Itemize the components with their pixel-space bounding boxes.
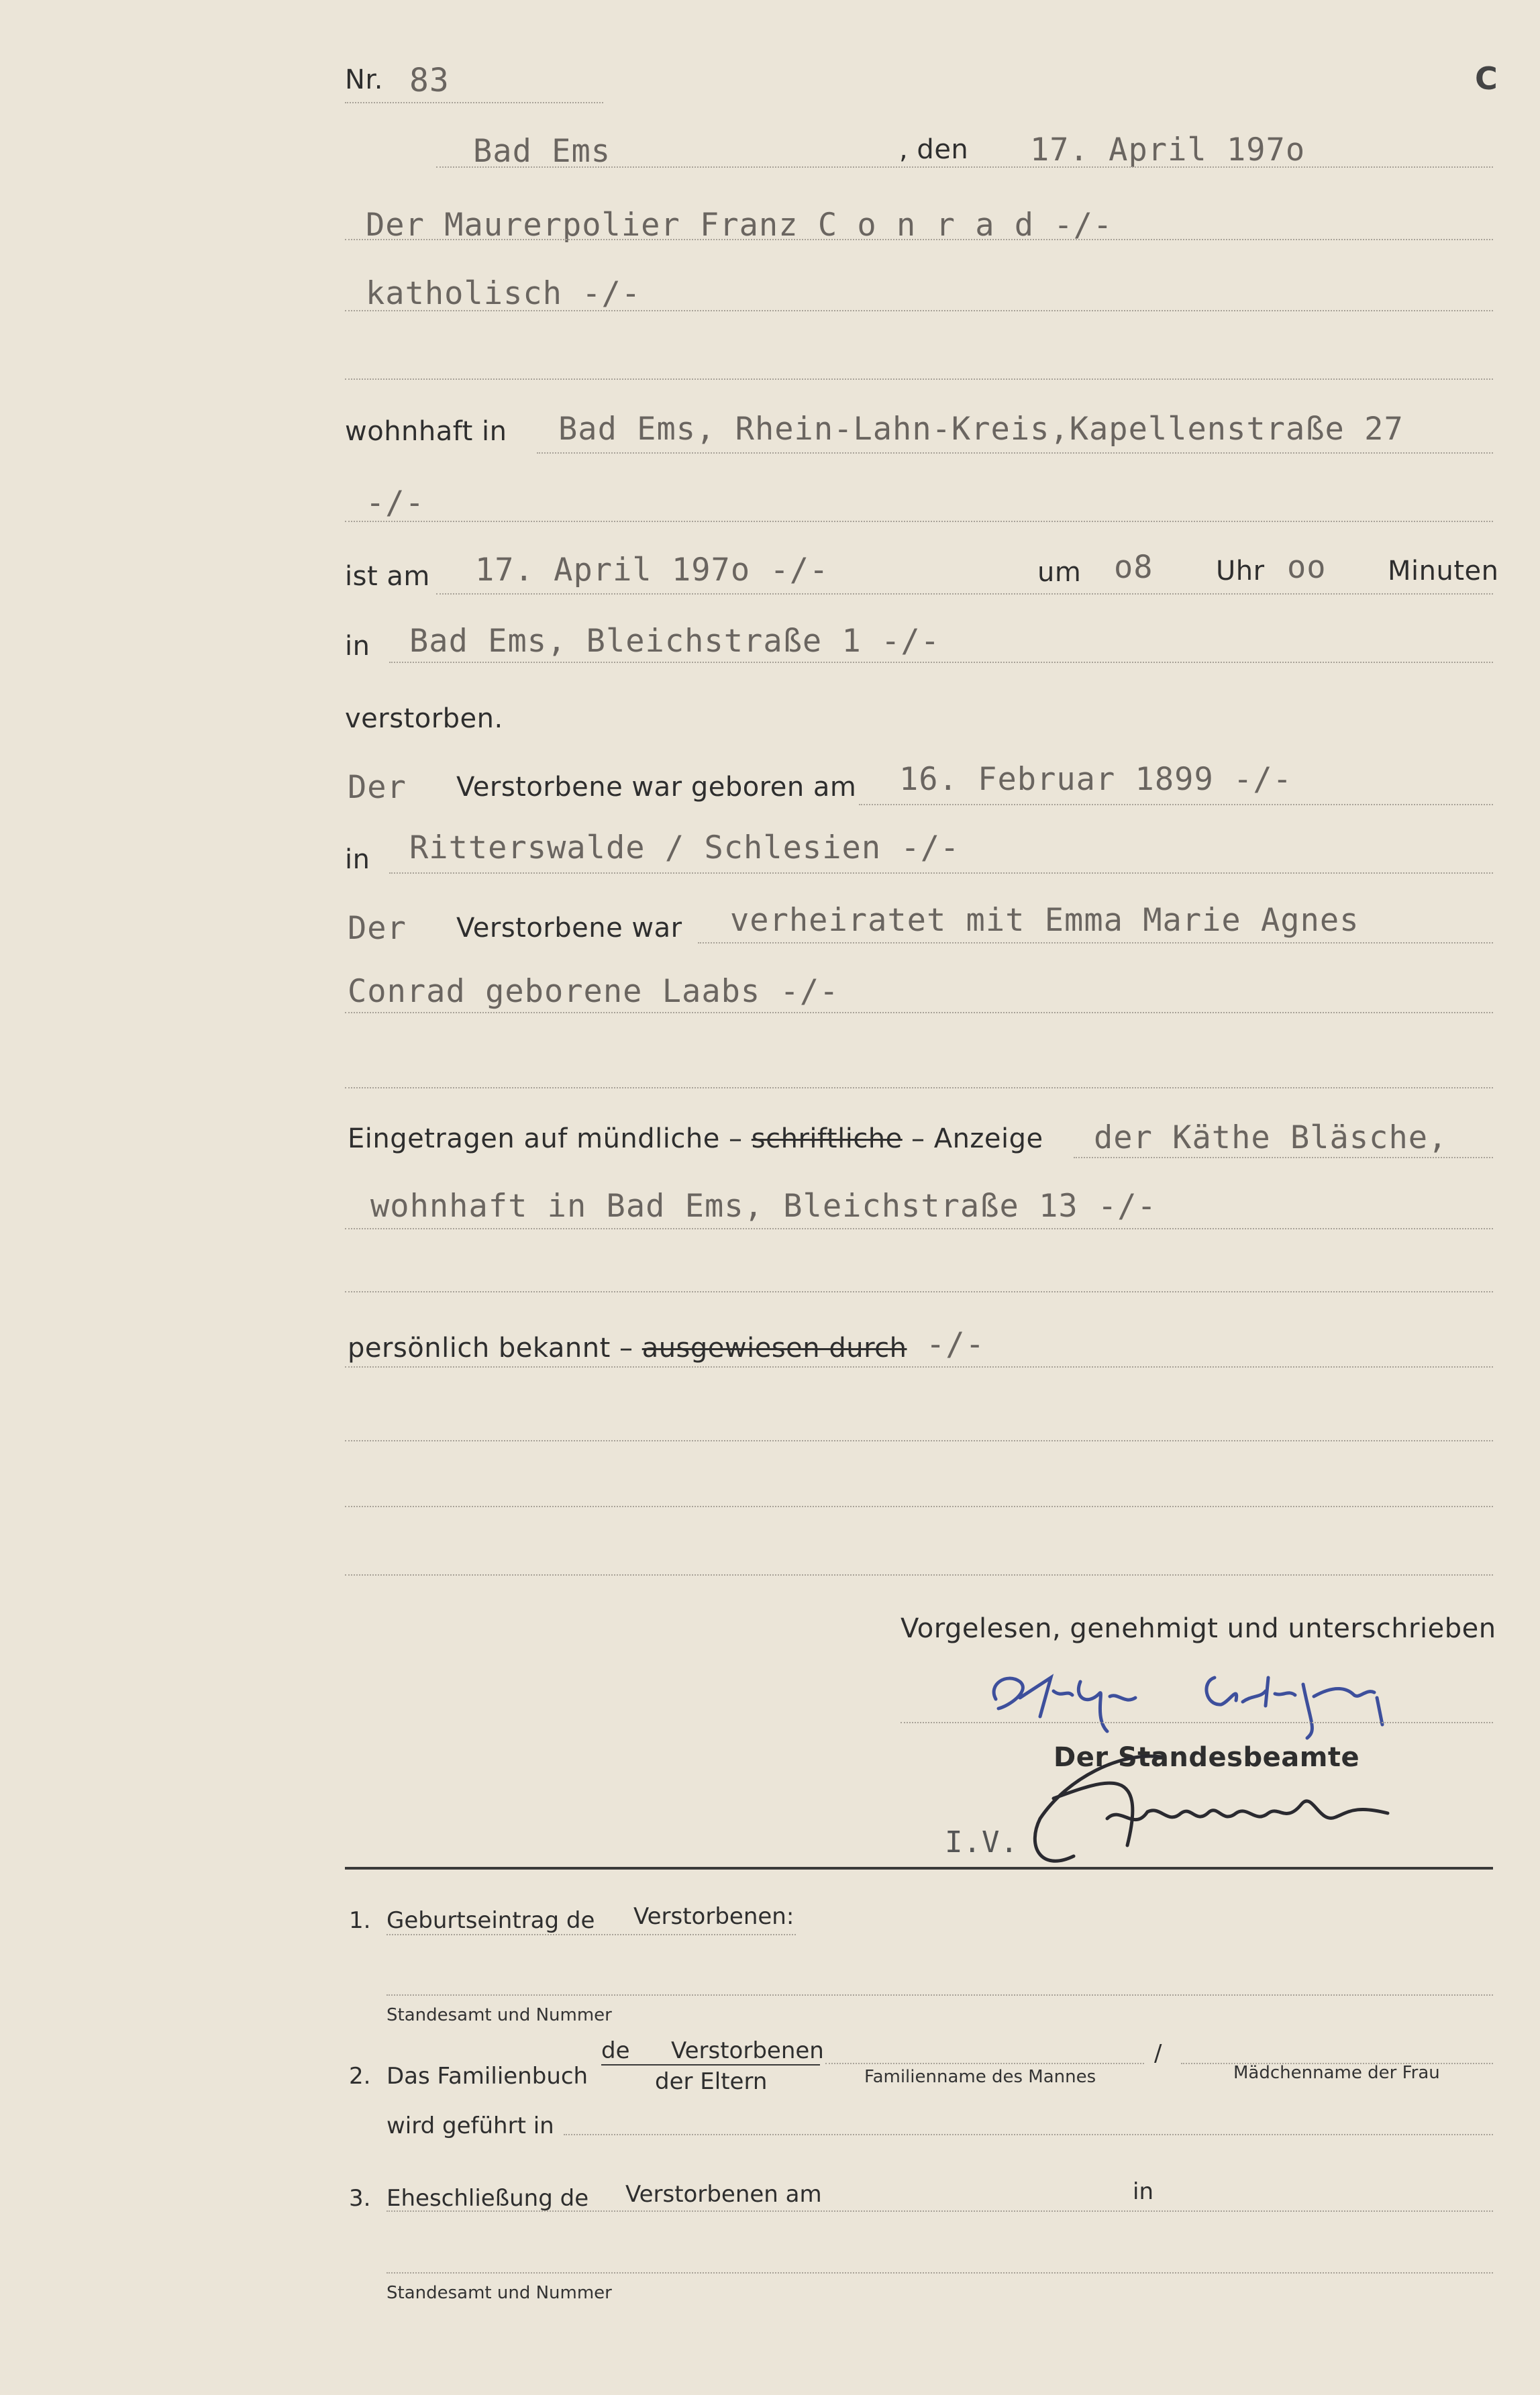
birth-date: 16. Februar 1899 -/- — [899, 761, 1292, 798]
official-signature — [1020, 1738, 1396, 1879]
footer-item2-num: 2. — [349, 2063, 371, 2090]
footer-item2-eltern: der Eltern — [655, 2068, 768, 2095]
footer-item3-value: Verstorbenen am — [625, 2181, 822, 2208]
footer-slash: / — [1154, 2040, 1162, 2067]
deceased-name: Der Maurerpolier Franz C o n r a d -/- — [366, 207, 1113, 244]
informant-signature — [986, 1658, 1429, 1751]
schriftliche-struck: schriftliche — [751, 1123, 903, 1154]
marital-der-label: Der — [348, 910, 407, 947]
footer-item2-gefuehrt-line — [564, 2134, 1493, 2135]
footer-divider — [345, 1867, 1493, 1870]
verstorben-label: verstorben. — [345, 703, 503, 734]
nr-value: 83 — [409, 62, 450, 99]
marital-line — [698, 942, 1493, 944]
religion-line — [345, 310, 1493, 311]
eingetragen-label — [348, 1123, 1043, 1154]
footer-item3-label: Eheschließung de — [387, 2185, 589, 2212]
corner-letter: C — [1475, 60, 1498, 97]
ausgewiesen-struck: ausgewiesen durch — [641, 1333, 907, 1364]
birth-der-label: Der — [348, 769, 407, 806]
death-place-line — [389, 662, 1493, 663]
footer-item3-num: 3. — [349, 2185, 371, 2212]
footer-item2-de: de — [601, 2037, 630, 2064]
footer-item2-mann-line — [825, 2063, 1144, 2064]
bekannt-text: persönlich bekannt – — [348, 1333, 633, 1364]
birth-place-line — [389, 872, 1493, 874]
death-minutes: oo — [1287, 549, 1327, 586]
signature-kaethe-stroke — [994, 1678, 1135, 1731]
minuten-label: Minuten — [1388, 556, 1499, 587]
blank-line-3 — [345, 1291, 1493, 1292]
death-place: Bad Ems, Bleichstraße 1 -/- — [409, 623, 941, 660]
bekannt-label — [348, 1333, 907, 1364]
address-line — [537, 452, 1493, 454]
eingetragen-end: – Anzeige — [911, 1123, 1043, 1154]
uhr-label: Uhr — [1216, 556, 1265, 587]
marital-status: verheiratet mit Emma Marie Agnes — [730, 902, 1359, 939]
bekannt-suffix: -/- — [926, 1326, 985, 1363]
wohnhaft-label: wohnhaft in — [345, 416, 507, 447]
footer-item3-line-2 — [387, 2272, 1493, 2274]
geboren-label: Verstorbene war geboren am — [456, 772, 857, 803]
standesbeamte-label: Der Standesbeamte — [1054, 1742, 1360, 1773]
vorgelesen-text: Vorgelesen, genehmigt und unterschrieben — [901, 1613, 1496, 1644]
footer-maedchenname-frau: Mädchenname der Frau — [1233, 2063, 1440, 2083]
birth-in-label: in — [345, 844, 370, 875]
name-line — [345, 239, 1493, 240]
signature-official-stroke — [1035, 1756, 1388, 1861]
footer-item1-line — [387, 1934, 796, 1935]
death-in-label: in — [345, 631, 370, 662]
marital-status-cont: Conrad geborene Laabs -/- — [348, 973, 839, 1010]
marital-line-2 — [345, 1012, 1493, 1013]
informant-line — [1074, 1157, 1493, 1158]
um-label: um — [1037, 557, 1082, 588]
footer-item1-value: Verstorbenen: — [633, 1903, 794, 1930]
footer-standesamt-nummer: Standesamt und Nummer — [387, 2005, 612, 2025]
blank-line-2 — [345, 1087, 1493, 1088]
footer-item3-in: in — [1133, 2178, 1153, 2205]
informant-name: der Käthe Bläsche, — [1094, 1119, 1448, 1156]
deceased-address-cont: -/- — [366, 485, 425, 521]
footer-item1-label: Geburtseintrag de — [387, 1907, 595, 1934]
signature-blaesche-stroke — [1207, 1678, 1382, 1738]
deceased-religion: katholisch -/- — [366, 275, 641, 312]
death-date-line — [436, 593, 1493, 595]
nr-line — [345, 102, 603, 103]
footer-item1-num: 1. — [349, 1907, 371, 1934]
blank-line-4 — [345, 1440, 1493, 1441]
footer-standesamt-nummer-2: Standesamt und Nummer — [387, 2283, 612, 2303]
marital-war-label: Verstorbene war — [456, 913, 682, 944]
signature-line-informant — [901, 1722, 1493, 1723]
blank-line-5 — [345, 1506, 1493, 1507]
den-label: , den — [899, 134, 969, 165]
footer-item3-line — [387, 2210, 1493, 2212]
address-line-2 — [345, 521, 1493, 522]
iv-label: I.V. — [945, 1825, 1019, 1859]
footer-item2-label: Das Familienbuch — [387, 2063, 588, 2090]
eingetragen-start: Eingetragen auf mündliche – — [348, 1123, 743, 1154]
death-hour: o8 — [1114, 549, 1153, 586]
footer-familienname-mann: Familienname des Mannes — [864, 2067, 1096, 2087]
header-line — [436, 166, 1493, 168]
ist-am-label: ist am — [345, 561, 430, 592]
footer-item2-fraction — [601, 2064, 820, 2066]
blank-line-1 — [345, 378, 1493, 380]
bekannt-line — [345, 1366, 1493, 1368]
registration-date: 17. April 197o — [1030, 132, 1306, 168]
blank-line-6 — [345, 1574, 1493, 1576]
informant-address: wohnhaft in Bad Ems, Bleichstraße 13 -/- — [370, 1188, 1157, 1225]
footer-item2-gefuehrt: wird geführt in — [387, 2112, 554, 2139]
birth-date-line — [859, 804, 1493, 805]
place-of-registration: Bad Ems — [473, 133, 611, 170]
informant-line-2 — [345, 1228, 1493, 1229]
nr-label: Nr. — [345, 64, 383, 95]
birth-place: Ritterswalde / Schlesien -/- — [409, 829, 960, 866]
death-date: 17. April 197o -/- — [475, 552, 829, 589]
deceased-address: Bad Ems, Rhein-Lahn-Kreis,Kapellenstraße 27 — [558, 411, 1404, 448]
footer-item1-line-2 — [387, 1994, 1493, 1996]
footer-item2-verstorbenen: Verstorbenen — [671, 2037, 824, 2064]
signature-official-text: Heinrich — [1020, 1738, 1023, 1739]
